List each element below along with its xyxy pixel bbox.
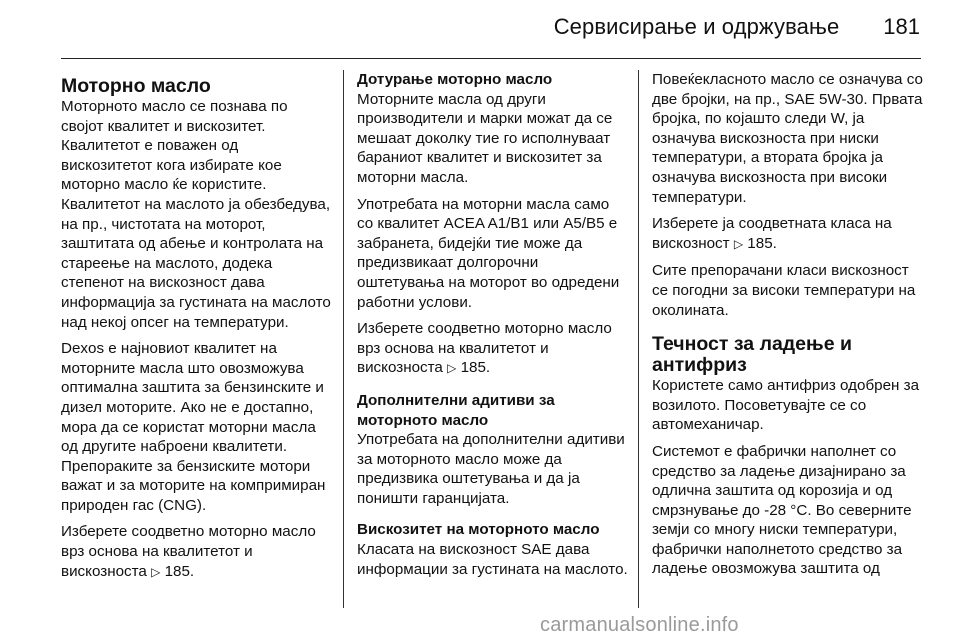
paragraph: Системот е фабрички наполнет со средство за ладење дизајнирано за одлична заштита од корозија и од смрзнување до -28 °C. Во северните земји со многу ниски температури, фабрички наполнетото средство за ладење овозможува заштита од <box>652 442 912 578</box>
paragraph: Користете само антифриз одобрен за возилото. Посоветувајте се со автомеханичар. <box>652 377 920 434</box>
page-number: 181 <box>883 14 920 39</box>
page-reference[interactable]: 185. <box>747 234 777 252</box>
subheading-viscosity: Вискозитет на моторното масло <box>357 521 600 539</box>
column-divider-2 <box>638 70 639 608</box>
page-reference[interactable]: 185. <box>164 562 195 580</box>
paragraph: Употребата на дополнителни адитиви за моторното масло може да предизвика оштетувања и да ја поништи гаранцијата. <box>357 431 625 507</box>
paragraph-with-ref <box>652 214 927 254</box>
paragraph: Употребата на моторни масла само со квалитет ACEA A1/B1 или A5/B5 е забранета, бидејќи тие може да предизвикаат долгорочни оштетувања на моторот во одредени работни услови. <box>357 195 620 311</box>
paragraph: Dexos е најновиот квалитет на моторните масла што овозможува оптимална заштита за бензинските и дизел моторите. Ако не е достапно, мора да се користат моторни масла од другите наброени квалитети. Препораките за бензиските мотори важат и за моторите на компримиран природен гас (CNG). <box>61 340 326 514</box>
paragraph: Моторното масло се познава по својот квалитет и вискозитет. Квалитетот е поважен од вискозитетот кога избирате кое моторно масло ќе користите. Квалитетот на маслото ја обезбедува, на пр., чистотата на моторот, заштитата од абење и контролата на стареење на маслото, додека степенот на вискозност дава информација за густината на маслото над некој опсег на температури. <box>61 98 331 331</box>
paragraph-with-ref <box>357 319 629 379</box>
page-reference-icon: ▷ <box>151 564 161 579</box>
paragraph: Моторните масла од други производители и марки можат да се мешаат доколку тие го исполнуваат бараниот квалитет и вискозитет за моторни масла. <box>357 90 613 186</box>
section-heading-engine-oil: Моторно масло <box>61 75 211 97</box>
watermark: carmanualsonline.info <box>540 614 739 636</box>
paragraph-text: Изберете соодветно моторно масло врз основа на квалитетот и вискозноста <box>357 320 612 377</box>
subheading-topping-up: Дотурање моторно масло <box>357 71 553 88</box>
header-title: Сервисирање и одржување <box>553 14 840 39</box>
column-1 <box>61 70 333 589</box>
header-divider <box>61 58 921 59</box>
section-heading-coolant: Течност за ладење и антифриз <box>652 333 852 377</box>
paragraph: Класата на вискозност SAE дава информации за густината на маслото. <box>357 541 628 578</box>
paragraph: Сите препорачани класи вискозност се погодни за високи температури на околината. <box>652 262 916 319</box>
paragraph: Повеќекласното масло се означува со две бројки, на пр., SAE 5W-30. Првата бројка, по којашто следи W, ја означува вискозноста при ниски температури, а втората бројка ја означува вискозноста при високи температури. <box>652 71 923 206</box>
page-reference[interactable]: 185. <box>460 359 491 377</box>
paragraph-text: Изберете соодветно моторно масло врз основа на квалитетот и вискозноста <box>61 523 316 580</box>
column-2 <box>357 70 629 586</box>
subheading-additives: Дополнителни адитиви за моторното масло <box>357 391 555 429</box>
page-reference-icon: ▷ <box>733 236 744 251</box>
column-divider-1 <box>343 70 344 608</box>
paragraph-text: Изберете ја соодветната класа на вискозност <box>652 215 892 252</box>
page-header <box>554 14 920 50</box>
paragraph-with-ref <box>61 522 333 582</box>
column-3 <box>652 70 927 586</box>
page-reference-icon: ▷ <box>447 361 457 376</box>
